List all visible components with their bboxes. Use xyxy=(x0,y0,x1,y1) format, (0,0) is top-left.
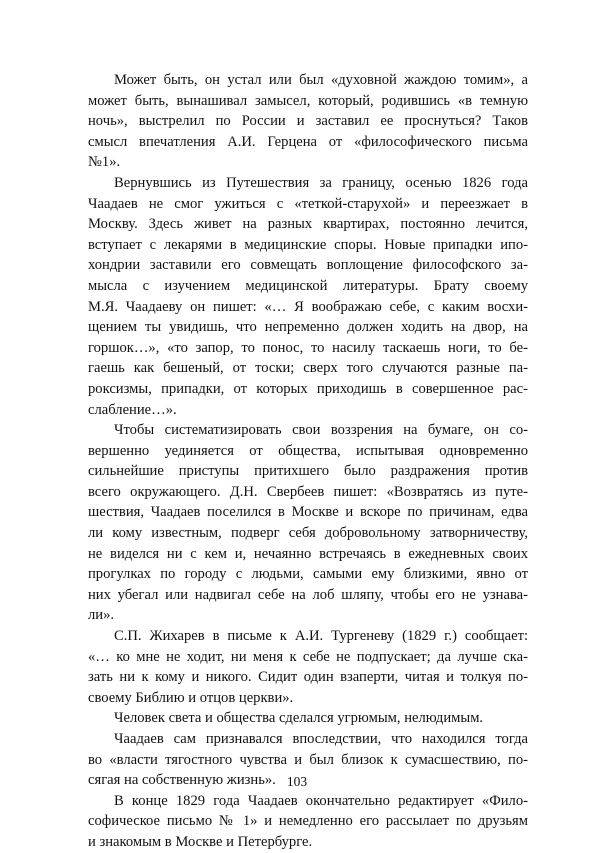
paragraph-1 xyxy=(88,70,528,173)
text-line: В конце 1829 года Чаадаев окончательно редактирует «Фило- xyxy=(114,792,528,809)
text-line: хондрии заставили его совмещать воплощение философского за- xyxy=(88,257,528,274)
page-body xyxy=(88,70,528,853)
paragraph-5 xyxy=(88,708,528,729)
text-line: смысл впечатления А.И. Герцена от «философического письма xyxy=(88,133,528,150)
text-line: щением ты увидишь, что непременно должен ходить на двор, на xyxy=(88,319,528,336)
paragraph-3 xyxy=(88,420,528,626)
text-line: своему Библию и отцов церкви». xyxy=(88,689,294,706)
text-line: не виделся ни с кем и, нечаянно встречаясь в ежедневных своих xyxy=(88,545,528,562)
text-line: роксизмы, припадки, от которых приходишь в совершенное рас- xyxy=(88,380,528,397)
text-line: М.Я. Чаадаеву он пишет: «… Я воображаю себе, с каким восхи- xyxy=(88,298,528,315)
text-line: может быть, вынашивал замысел, который, родившись «в темную xyxy=(88,92,528,109)
text-line: Может быть, он устал или был «духовной жаждою томим», а xyxy=(114,72,528,88)
text-line: Чаадаев не смог ужиться с «теткой-старухой» и переезжает в xyxy=(88,195,528,212)
text-line: ночь», выстрелил по России и заставил ее проснуться? Таков xyxy=(88,113,528,130)
text-line: сильнейшие приступы притихшего было раздражения против xyxy=(88,463,528,480)
text-line: №1». xyxy=(88,154,121,171)
text-line: всего окружающего. Д.Н. Свербеев пишет: «Возвратясь из путе- xyxy=(88,483,528,500)
text-line: зать ни к кому и никого. Сидит один взаперти, читая и толкуя по- xyxy=(88,669,528,686)
text-line: горшок…», «то запор, то понос, то насилу таскаешь ноги, то бе- xyxy=(88,339,528,356)
text-line: ли кому известным, подверг себя добровольному затворничеству, xyxy=(88,525,528,542)
text-line: софическое письмо № 1» и немедленно его рассылает по друзьям xyxy=(88,813,528,830)
text-line: Чаадаев сам признавался впоследствии, что находился тогда xyxy=(114,731,528,747)
text-line: гаешь как бешеный, от тоски; сверх того случаются разные па- xyxy=(88,360,528,377)
text-line: Вернувшись из Путешествия за границу, осенью 1826 года xyxy=(114,174,528,191)
text-line: «… ко мне не ходит, ни меня к себе не подпускает; да лучше ска- xyxy=(88,648,528,665)
text-line: слабление…». xyxy=(88,401,177,418)
text-line: вершенно уединяется от общества, испытывая одновременно xyxy=(88,442,528,459)
text-line: во «власти тягостного чувства и был близок к сумасшествию, по- xyxy=(88,751,528,768)
paragraph-2 xyxy=(88,173,528,420)
paragraph-7 xyxy=(88,791,528,853)
text-line: ли». xyxy=(88,607,115,624)
text-line: С.П. Жихарев в письме к А.И. Тургеневу (1829 г.) сообщает: xyxy=(114,628,528,645)
text-line: и знакомым в Москве и Петербурге. xyxy=(88,833,313,850)
text-line: прогулках по городу с людьми, самыми ему близкими, явно от xyxy=(88,566,528,583)
text-line: них убегал или надвигал себе на лоб шляпу, чтобы его не узнава- xyxy=(88,586,528,603)
text-line: Человек света и общества сделался угрюмым, нелюдимым. xyxy=(114,710,484,727)
text-line: Чтобы систематизировать свои воззрения на бумаге, он со- xyxy=(114,422,528,439)
text-line: мысла с изучением медицинской литературы. Брату своему xyxy=(88,277,528,294)
page-number: 103 xyxy=(286,774,308,789)
text-line: вступает с лекарями в медицинские споры. Новые припадки ипо- xyxy=(88,236,528,253)
text-line: шествия, Чаадаев поселился в Москве и вскоре по причинам, едва xyxy=(88,504,528,521)
text-line: Москву. Здесь живет на разных квартирах, постоянно лечится, xyxy=(88,216,528,233)
text-line: сягая на собственную жизнь». xyxy=(88,772,276,789)
paragraph-4 xyxy=(88,626,528,708)
